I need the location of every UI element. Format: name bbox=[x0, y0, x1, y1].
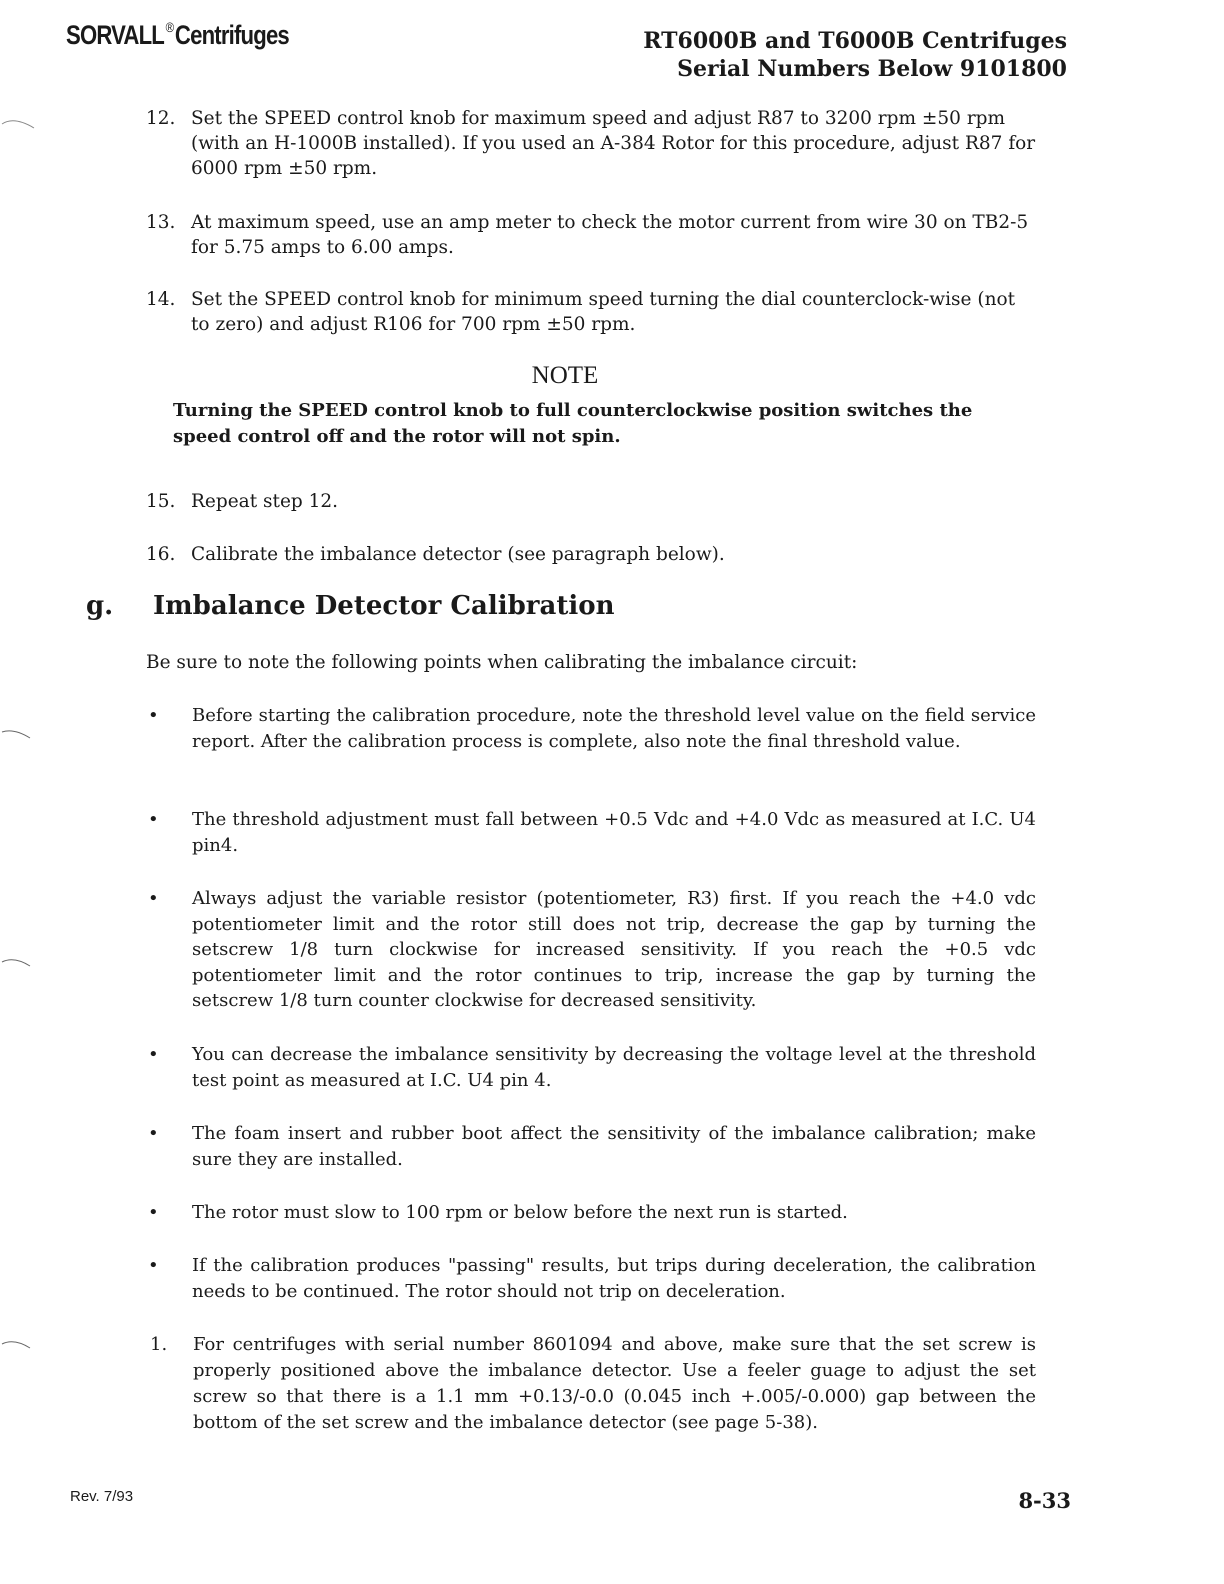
brand-suffix: Centrifuges bbox=[174, 20, 289, 50]
bullet-text: You can decrease the imbalance sensitivity by decreasing the voltage level at the threshold test point as measured at I.C. U4 pin 4. bbox=[192, 1044, 1036, 1091]
step-number: 1. bbox=[150, 1334, 168, 1355]
bullet-item bbox=[146, 1121, 1036, 1172]
page-number: 8-33 bbox=[1018, 1488, 1071, 1513]
step-item bbox=[146, 542, 1036, 567]
bullet-item bbox=[146, 807, 1036, 858]
bullet-symbol: • bbox=[148, 1255, 159, 1276]
header-title-line1: RT6000B and T6000B Centrifuges bbox=[643, 28, 1067, 54]
brand-name: SORVALL bbox=[66, 20, 165, 50]
margin-mark bbox=[0, 956, 40, 968]
step-number: 16. bbox=[146, 544, 176, 565]
bullet-text: The rotor must slow to 100 rpm or below before the next run is started. bbox=[192, 1202, 848, 1223]
bullet-symbol: • bbox=[148, 809, 159, 830]
brand-logo bbox=[66, 20, 289, 51]
step-text: At maximum speed, use an amp meter to check the motor current from wire 30 on TB2-5 for 5.75 amps to 6.00 amps. bbox=[191, 212, 1029, 258]
step-number: 15. bbox=[146, 491, 176, 512]
bullet-symbol: • bbox=[148, 1123, 159, 1144]
step-text: Set the SPEED control knob for maximum speed and adjust R87 to 3200 rpm ±50 rpm (with an H-1000B installed). If you used an A-384 Rotor for this procedure, adjust R87 for 6000 rpm ±50 rpm. bbox=[191, 108, 1036, 179]
step-number: 13. bbox=[146, 212, 176, 233]
bullet-text: Before starting the calibration procedure, note the threshold level value on the field service report. After the calibration process is complete, also note the final threshold value. bbox=[192, 705, 1036, 752]
bullet-symbol: • bbox=[148, 888, 159, 909]
step-item bbox=[146, 106, 1036, 181]
step-text: For centrifuges with serial number 8601094 and above, make sure that the set screw is properly positioned above the imbalance detector. Use a feeler guage to adjust the set screw so that there is a 1.1 mm +0.13/-0.0 (0.045 inch +.005/-0.000) gap between the bottom of the set screw and the imbalance detector (see page 5-38). bbox=[193, 1334, 1036, 1433]
step-number: 14. bbox=[146, 289, 176, 310]
section-intro: Be sure to note the following points when calibrating the imbalance circuit: bbox=[146, 652, 858, 673]
step-number: 12. bbox=[146, 108, 176, 129]
step-item bbox=[146, 489, 1036, 514]
section-letter: g. bbox=[86, 591, 114, 621]
section-heading bbox=[86, 591, 614, 621]
bullet-text: If the calibration produces "passing" results, but trips during deceleration, the calibration needs to be continued. The rotor should not trip on deceleration. bbox=[192, 1255, 1036, 1302]
margin-mark bbox=[0, 1338, 40, 1350]
step-text: Repeat step 12. bbox=[191, 491, 339, 512]
step-item bbox=[146, 210, 1036, 260]
note-text: Turning the SPEED control knob to full counterclockwise position switches the speed control off and the rotor will not spin. bbox=[173, 400, 973, 447]
bullet-symbol: • bbox=[148, 1202, 159, 1223]
bullet-symbol: • bbox=[148, 705, 159, 726]
bullet-item bbox=[146, 1042, 1036, 1093]
margin-mark bbox=[0, 728, 40, 740]
bullet-text: The foam insert and rubber boot affect the sensitivity of the imbalance calibration; make sure they are installed. bbox=[192, 1123, 1036, 1170]
bullet-text: The threshold adjustment must fall between +0.5 Vdc and +4.0 Vdc as measured at I.C. U4 pin4. bbox=[192, 809, 1036, 856]
section-title: Imbalance Detector Calibration bbox=[153, 591, 615, 621]
bullet-item bbox=[146, 703, 1036, 754]
bullet-text: Always adjust the variable resistor (potentiometer, R3) first. If you reach the +4.0 vdc potentiometer limit and the rotor still does not trip, decrease the gap by turning the setscrew 1/8 turn clockwise for increased sensitivity. If you reach the +0.5 vdc potentiometer limit and the rotor continues to trip, increase the gap by turning the setscrew 1/8 turn counter clockwise for decreased sensitivity. bbox=[192, 888, 1036, 1011]
bullet-symbol: • bbox=[148, 1044, 159, 1065]
header-title-line2: Serial Numbers Below 9101800 bbox=[677, 56, 1067, 82]
step-text: Calibrate the imbalance detector (see paragraph below). bbox=[191, 544, 725, 565]
step-item bbox=[146, 287, 1036, 337]
bullet-item bbox=[146, 1253, 1036, 1304]
margin-mark bbox=[0, 118, 40, 130]
bullet-item bbox=[146, 1200, 1036, 1226]
step-text: Set the SPEED control knob for minimum speed turning the dial counterclock-wise (not to zero) and adjust R106 for 700 rpm ±50 rpm. bbox=[191, 289, 1016, 335]
bullet-item bbox=[146, 886, 1036, 1014]
registered-mark: ® bbox=[165, 19, 174, 35]
step-item bbox=[146, 1332, 1036, 1436]
note-title: NOTE bbox=[531, 362, 599, 389]
revision-label: Rev. 7/93 bbox=[70, 1488, 134, 1505]
